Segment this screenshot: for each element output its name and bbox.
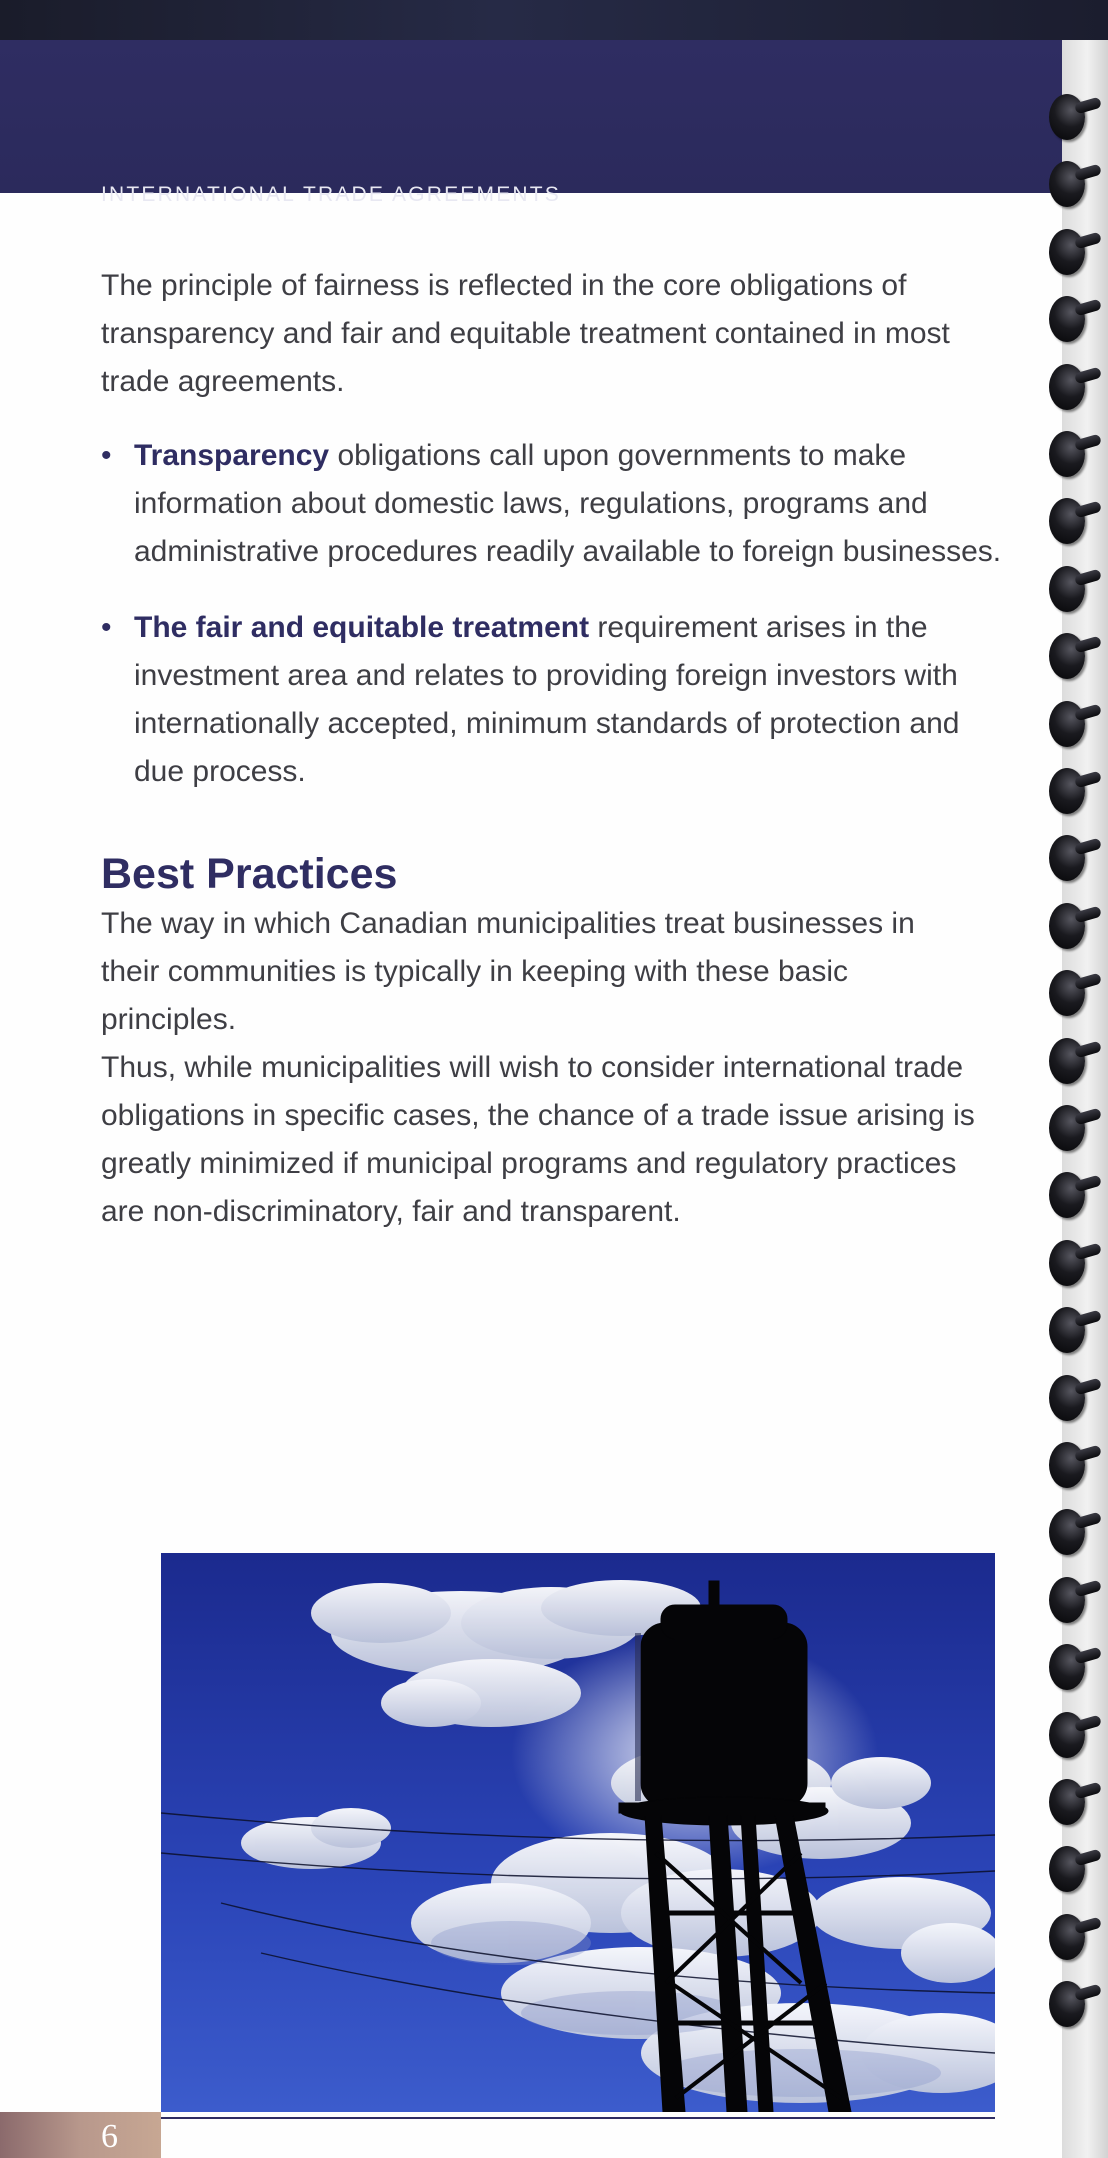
binding-coil [1049,1644,1085,1690]
binding-coil [1049,1577,1085,1623]
bullet-text-transparency: obligations call upon governments to make information about domestic laws, regulations, programs and administrative procedures readily available to foreign businesses. [134,439,1002,568]
best-practices-paragraph: The way in which Canadian municipalities treat businesses in their communities is typically in keeping with these basic principles. [101,907,915,1036]
top-edge-strip [0,0,1108,40]
bullet-item-fair-treatment [101,604,1014,796]
intro-paragraph: The principle of fairness is reflected in the core obligations of transparency and fair and equitable treatment contained in most trade agreements. [101,269,950,398]
water-tower-photo-art [161,1553,995,2112]
binding-coil [1049,1442,1085,1488]
bullet-term-transparency: Transparency [134,439,330,472]
bullet-text-fair-treatment: requirement arises in the investment area and relates to providing foreign investors with internationally accepted, minimum standards of protection and due process. [134,611,960,788]
best-practices-paragraph: Thus, while municipalities will wish to consider international trade obligations in specific cases, the chance of a trade issue arising is greatly minimized if municipal programs and regulatory practices are non-discriminatory, fair and transparent. [101,1051,975,1228]
binding-coil [1049,1038,1085,1084]
page-number: 6 [101,2118,118,2155]
page-edge [1062,40,1108,2158]
bullet-list [101,432,1001,796]
footer-rule [161,2117,995,2119]
bullet-term-fair-treatment: The fair and equitable treatment [134,611,590,644]
header-band [0,40,1062,206]
water-tower-photo [161,1553,995,2112]
binding-coil [1049,903,1085,949]
section-label: INTERNATIONAL TRADE AGREEMENTS [101,183,562,206]
main-content [101,262,1001,1236]
binding-coil [1049,1981,1085,2027]
binding-coil [1049,970,1085,1016]
binding-coil [1049,431,1085,477]
binding-coil [1049,1240,1085,1286]
bullet-item-transparency [101,432,1014,576]
binding-coil [1049,1307,1085,1353]
binding-coil [1049,229,1085,275]
binding-coil [1049,94,1085,140]
binding-coil [1049,1914,1085,1960]
binding-coil [1049,701,1085,747]
binding-coil [1049,633,1085,679]
binding-coil [1049,296,1085,342]
binding-coil [1049,1712,1085,1758]
binding-coil [1049,768,1085,814]
binding-coil [1049,566,1085,612]
binding-coil [1049,1375,1085,1421]
bullet-dot-icon: • [101,611,112,644]
binding-coil [1049,364,1085,410]
bullet-dot-icon: • [101,439,112,472]
binding-coil [1049,1105,1085,1151]
binding-coil [1049,1779,1085,1825]
section-heading: Best Practices [101,850,398,898]
